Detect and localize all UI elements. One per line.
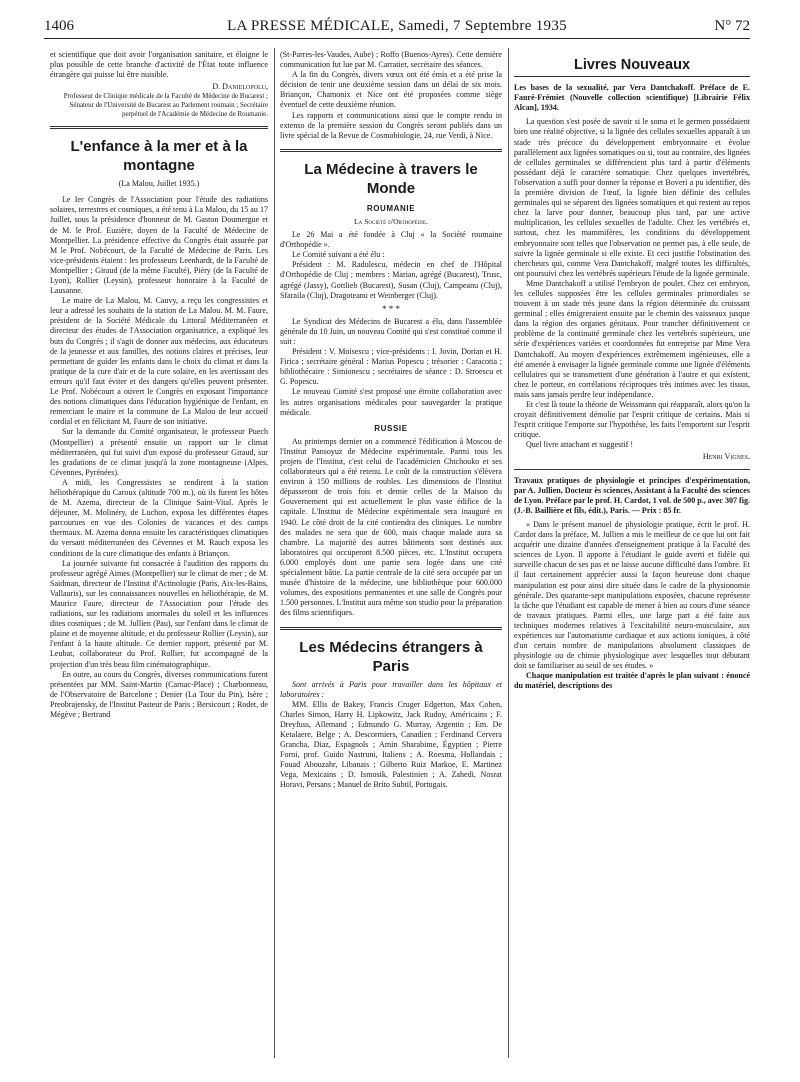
country-heading: ROUMANIE: [366, 203, 416, 213]
paragraph: Quel livre attachant et suggestif !: [526, 440, 634, 450]
paragraph: Le Comité suivant a été élu :: [292, 250, 385, 260]
page-header: [44, 18, 750, 39]
paragraph: Le maire de La Malou, M. Cauvy, a reçu les congressistes et leur a adressé les souhaits de la station de La Malou. M. M. Faure, président de la Société Médicale du Littoral Méditerranéen et directeur des études de l'Association organisatrice, a expliqué les buts du Congrès ; il s'agit de donner aux médecins, aux éducateurs de la jeunesse et aux familles, des notions claires et précises, leur permettant de guider les enfants dans le choix du climat et dans la pratique de la cure d'air et de la cure solaire, en les avertissant des erreurs qu'il faut éviter et des dangers qu'elles peuvent présenter. Le Prof. Nobécourt a ouvert le Congrès en exposant l'importance des notions climatiques dans l'éducation hygiénique de l'enfant, en remerciant le maire et la commune de La Malou de leur accueil cordial et en félicitant M. Faure de son initiative.: [50, 296, 268, 427]
divider: [280, 627, 502, 630]
paragraph: « Dans le présent manuel de physiologie pratique, écrit le prof. H. Cardot dans la préface, M. Jullien a mis le meilleur de ce que lui ont fait acquérir une dizaine d'années d'enseignement pratique à la Faculté des sciences de Lyon. Il apporte à l'étudiant le guide averti et fidèle qui surveille chacun de ses pas et ne laisse aucune difficulté dans l'ombre. Et il faut certainement apprécier aussi la façon heureuse dont chaque manipulation est pour ainsi dire située dans le cadre de la physionomie générale. Des quarante-sept manipulations exposées, chacune représente la tâche que l'étudiant est capable de mener à bien au cours d'une séance de travaux pratiques. Parmi elles, une large part a été faite aux techniques modernes relatives à l'excitabilité neuro-musculaire, aux expériences sur l'automatisme cardiaque et aux actions ioniques, à côté d'un certain nombre de manipulations absolument classiques de physiologie ou de chimie physiologique avec lesquelles tout débutant doit se familiariser au seuil de ses études. »: [514, 519, 750, 671]
paragraph: Président : M. Radulescu, médecin en chef de l'Hôpital d'Orthopédie de Cluj ; membres : Marian, agrégé (Bucarest), Trusc, agrégé (Jassy), Gottlieb (Bucarest), Susan (Cluj), Campeanu (Cluj), Sfaraila (Cluj), Dragoteanu et Weinberger (Cluj).: [280, 260, 502, 300]
paragraph: A la fin du Congrès, divers vœux ont été émis et a été prise la décision de tenir une deuxième session dans un délai de six mois. Briançon, Chamonix et Nice ont été proposées comme siège éventuel de cette deuxième réunion.: [280, 70, 502, 110]
paragraph: Au printemps dernier on a commencé l'édification à Moscou de l'Institut Pansoyuz de Médecine expérimentale. Parmi tous les projets de l'Institut, c'est celui de l'académicien Chtchouko et ses collaborateurs qui a été retenu. Le coût de la construction s'élèvera environ à 150 millions de roubles. Les dimensions de l'Institut dépasseront de trois fois et demie celles de la Maison du Gouvernement qui est actuellement le plus vaste édifice de la capitale. L'Institut de Médecine expérimentale sera inauguré en 1940. Le côté droit de la cité contiendra des cliniques. Le nombre des malades ne sera que de 600, mais chaque malade aura sa chambre. La majorité des autres bâtiments sont destinés aux laboratoires qui occuperont 8.500 pièces, etc. L'Institut occupera 6.000 employés dont une partie sera logée dans une cité spécialement bâtie. La partie centrale de la cité sera occupée par un musée d'histoire de la médecine, une bibliothèque pour 600.000 volumes, des expositions permanentes et une salle de Congrès pour 1.500 personnes. L'Institut aura même son studio pour la préparation des films scientifiques.: [280, 436, 502, 618]
paragraph: Mme Dantchakoff a utilisé l'embryon de poulet. Chez cet embryon, les cellules supposées être les cellules germinales primordiales se trouvent à un stade très jeune dans la région déterminée du croissant germinal ; elles émigreraient ensuite par le chemin des vaisseaux jusque dans la région des organes génitaux. Pour trancher définitivement ce problème de la continuité germinale chez les vertébrés supérieurs, une série d'expériences variées et coordonnées fut entreprise par Mme Vera Dantchakoff. Au moyen d'expériences extrêmement ingénieuses, elle a été amenée à envisager la lignée germinale comme une lignée d'éléments cellulaires qui se transmettent d'une génération à l'autre et qui existent, chez le porteur, en corrélations réciproques très intimes avec les tissus, mais sans jamais perdre leur indépendance.: [514, 278, 750, 399]
paragraph: Le Ier Congrès de l'Association pour l'étude des radiations solaires, terrestres et cosmiques, a été tenu à La Malou, du 15 au 17 Juillet, sous la présidence d'honneur de M. Gaston Doumergue et de M. le Prof. Euzière, doyen de la Faculté de Médecine de Montpellier. La présidence effective du Congrès était assurée par M le Prof. Nobécourt, de la Faculté de Médecine de Paris. Les vice-présidents étaient : les professeurs Leenhardt, de la Faculté de Montpellier ; Giraud (de la même Faculté), Piéry (de la Faculté de Lyon), Rollier (Leysin), professeur honoraire à la Faculté de Lausanne.: [50, 195, 268, 296]
signature: Henri Vignes.: [702, 452, 750, 462]
dateline: (La Malou, Juillet 1935.): [118, 179, 200, 189]
paragraph: A midi, les Congressistes se rendirent à la station héliothérapique du Caroux (altitude 700 m.), où ils furent les hôtes de M. Azema, directeur de la Clinique Saint-Vital. Après le déjeuner, M. Molinéry, de Luchon, exposa les différentes étapes parcourues en vue des Colonies de vacances et des camps thermaux. M. Azema donna ensuite les caractéristiques climatiques du versant méditerranéen des Cévennes et M. Rauch exposa les conditions de la cure climatique des enfants à Briançon.: [50, 477, 268, 558]
paragraph: En outre, au cours du Congrès, diverses communications furent présentées par MM. Saint-Martin (Carnac-Place) ; Charbonneau, de l'Observatoire de Barcelone ; Denier (La Tour du Pin), Isère ; Preobrajensky, de l'Institut Pasteur de Paris ; Bersicourt ; Rodet, de Mégève ; Bertrand: [50, 669, 268, 720]
subheading: La Société d'Orthopédie.: [354, 216, 428, 226]
paragraph: (St-Parres-les-Vaudes, Aube) ; Roffo (Buenos-Ayres). Cette dernière communication fut lue par M. Carratier, secrétaire des séances.: [280, 50, 502, 70]
book-reference: Travaux pratiques de physiologie et principes d'expérimentation, par A. Jullien, Docteur ès sciences, Assistant à la Faculté des sciences de Lyon. Préface par le prof. H. Cardot, 1 vol. de 500 p., avec 307 fig. (J.-B. Baillière et fils, édit.), Paris. — Prix : 85 fr.: [514, 475, 750, 515]
section-title: Livres Nouveaux: [514, 50, 750, 77]
book-reference: Les bases de la sexualité, par Vera Dantchakoff. Préface de E. Fauré-Frémiet (Nouvelle collection scientifique) [Librairie Félix Alcan], 1934.: [514, 83, 750, 113]
paragraph: Et c'est là toute la théorie de Weissmann qui réapparaît, alors qu'on la croyait définitivement démolie par l'esprit critique de certains. Mais si l'esprit critique l'emporte sur l'hypothèse, les faits l'emportent sur l'esprit critique.: [514, 400, 750, 440]
paragraph: Les rapports et communications ainsi que le compte rendu in extenso de la première session du Congrès seront publiés dans un livre spécial de la Revue de Cosmobiologie, 24, rue Verdi, à Nice.: [280, 110, 502, 140]
paragraph: Le nouveau Comité s'est proposé une étroite collaboration avec les autres organisations médicales pour sauvegarder la pratique médicale.: [280, 387, 502, 417]
article-title: L'enfance à la mer et à la montagne: [70, 138, 248, 175]
country-heading: RUSSIE: [374, 423, 408, 433]
column-2: [280, 50, 502, 791]
separator-stars: * * *: [382, 303, 400, 314]
paragraph: Sont arrivés à Paris pour travailler dans les hôpitaux et laboratoires :: [280, 679, 502, 699]
paragraph: Sur la demande du Comité organisateur, le professeur Puech (Montpellier) a présenté ensuite un rapport sur le climat méditerranéen, qui fut suivi d'un exposé du professeur Giraud, sur les gradations de ce climat jusqu'à la zone montagneuse (Alpes, Cévennes, Pyrénées).: [50, 427, 268, 477]
paragraph: Le 26 Mai a été fondée à Cluj « la Société roumaine d'Orthopédie ».: [280, 230, 502, 250]
section-title: La Médecine à travers le Monde: [304, 160, 478, 197]
column-1: [50, 50, 268, 720]
paragraph: Le Syndicat des Médecins de Bucarest a élu, dans l'assemblée générale du 10 Juin, un nouveau Comité qui s'est constitué comme il suit :: [280, 316, 502, 346]
paragraph: La question s'est posée de savoir si le soma et le germen possédaient bien une réalité objective, si la lignée des cellules sexuelles apparaît à un stade très précoce du développement embryonnaire et évolue parallèlement aux lignées somatiques ou si, tout au contraire, des lignées de cellules germinales se différencient plus tard à partir d'éléments possédant déjà le caractère somatique. Chez quelques invertébrés, l'observation a suffi pour donner la réponse et Boveri a pu identifier, dès la première division de l'œuf, la lignée bien définie des cellules germinales qui se séparent des lignées somatiques et qui restent au repos chez la larve pour donner, beaucoup plus tard, par une active multiplication, les cellules sexuelles de l'adulte. Chez les vertébrés et, surtout, chez les mammifères, les conditions du développement embryonnaire sont telles que l'observation ne permet pas, à elle seule, de suivre la lignée germinale si elle existe. Et ceci justifie l'obstination des chercheurs qui, comme Vera Dantchakoff, malgré toutes les difficultés, ont poursuivi chez les vertébrés supérieurs l'étude de la lignée germinale.: [514, 117, 750, 278]
paragraph: et scientifique que doit avoir l'organisation sanitaire, et éloigne le plus possible de cette branche d'activité de l'État toute influence étrangère qui puisse lui être nuisible.: [50, 50, 268, 80]
section-title: Les Médecins étrangers à Paris: [299, 638, 483, 675]
paragraph: La journée suivante fut consacrée à l'audition des rapports du professeur agrégé Aimes (Montpellier) sur le climat de mer ; de M. Saidman, directeur de l'Institut d'Actinologie (Paris, Aix-les-Bains, Vallauris), sur les connaissances nouvelles en héliothérapie, de M. Maurice Faure, directeur de l'Association pour l'étude des radiations, sur les radiations anormales du soleil et les influences dites cosmiques ; de M. Jullien (Pau), sur l'enfant dans le climat de plaine et de moyenne altitude, et du professeur Rollier (Leysin), sur l'enfant à la haute altitude. Ce dernier rapport, présenté par M. Leubat, collaborateur du Prof. Rollier, fut accompagné de la projection d'un très beau film cinématographique.: [50, 558, 268, 669]
divider: [514, 469, 750, 470]
column-3: [514, 50, 750, 692]
paragraph: Chaque manipulation est traitée d'après le plan suivant : énoncé du matériel, descriptions des: [514, 671, 750, 691]
divider: [280, 149, 502, 152]
journal-title: LA PRESSE MÉDICALE, Samedi, 7 Septembre 1935: [227, 18, 567, 34]
signature: D. Danielopolu,: [212, 82, 268, 92]
issue-number: N° 72: [714, 18, 750, 34]
column-rule: [274, 48, 275, 1058]
page-number: 1406: [44, 18, 74, 34]
column-rule: [508, 48, 509, 1058]
paragraph: Président : V. Moisescu ; vice-présidents : I. Jovin, Dorian et H. Firica ; secrétaire général : Marius Popescu ; trésorier : Caracotta ; bibliothécaire : Simionescu ; secrétaires de séance : D. Stroescu et G. Popescu.: [280, 347, 502, 387]
divider: [50, 126, 268, 129]
signature-note: Professeur de Clinique médicale de la Faculté de Médecine de Bucarest ; Sénateur de l'Université de Bucarest au Parlement roumain ; Secrétaire perpétuel de l'Académie de Médecine de Roumanie.: [63, 92, 268, 118]
paragraph: MM. Ellis de Bakey, Francis Cruger Edgerton, Max Cohen, Charles Simon, Harry H. Lipkowitz, Jack Rudoy, Américains ; F. Dreyfuss, Allemand ; Edmundo G. Murray, Argentin ; Em. De Ketalaere, Belge ; A. Descormiers, Canadien ; Ferdinand Cervera Grancha, Diaz, Espagnols ; Amin Sharabime, Égyptien ; Pierre Forni, prof. Guido Nastruni, Italiens ; A. Roesma, Hollandais ; Fouad Abouzahr, Libanais ; Gilberto Ruiz Markoe, E. Martinez Vega, Mexicains ; D. Ismosik, Palestinien ; A. Zahedi, Nosrat Horavi, Persans ; Manuel de Brito Subtil, Portugais.: [280, 699, 502, 790]
